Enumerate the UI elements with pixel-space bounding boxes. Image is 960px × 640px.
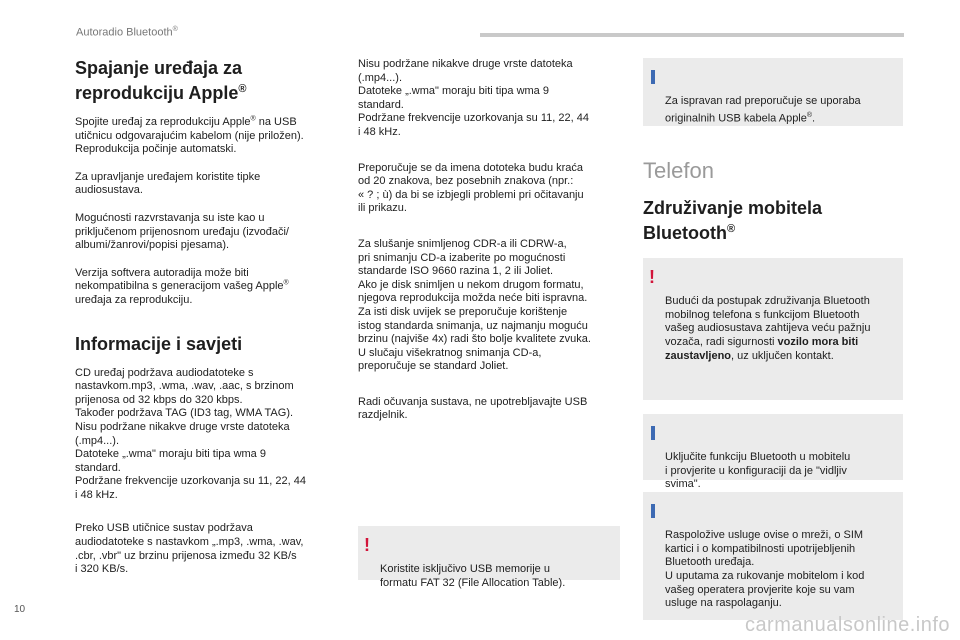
watermark: carmanualsonline.info: [744, 614, 950, 636]
running-header: Autoradio Bluetooth®: [76, 26, 178, 39]
warning-icon: !: [364, 535, 370, 555]
apple-version-text: Verzija softvera autoradija može biti nekompatibilna s generacijom vašeg Apple® uređaja za reprodukciju.: [75, 266, 289, 306]
cd-formats-text: CD uređaj podržava audiodatoteke s nastavkom.mp3, .wma, .wav, .aac, s brzinom prijenosa od 32 kbps do 320 kbps. Također podržava TAG (ID3 tag, WMA TAG). Nisu podržane nikakve druge vrste datoteka (.mp4...). Datoteke „.wma" moraju biti tipa wma 9 standard. Podržane frekvencije uzorkovanja su 11, 22, 44 i 48 kHz.: [75, 366, 306, 501]
info-note-services: Raspoložive usluge ovise o mreži, o SIM kartici i o kompatibilnosti upotrijebljenih Bluetooth uređaja. U uputama za rukovanje mobitelom i kod vašeg operatera provjerite koje su vam usluge na raspolaganju.: [643, 492, 903, 620]
info-note-apple-cable: Za ispravan rad preporučuje se uporaba originalnih USB kabela Apple®.: [643, 58, 903, 126]
cd-burning-text: Za slušanje snimljenog CDR-a ili CDRW-a, pri snimanju CD-a izaberite po mogućnosti standarde ISO 9660 razina 1, 2 ili Joliet. Ako je disk snimljen u nekom drugom formatu, njegova reprodukcija možda neće biti ispravna. Za isti disk uvijek se preporučuje korištenje istog standarda snimanja, uz najmanju moguću brzinu (najviše 4x) radi što bolje kvalitete zvuka. U slučaju višekratnog snimanja CD-a, preporučuje se standard Joliet.: [358, 237, 591, 373]
column-left: [75, 58, 337, 591]
unsupported-files-text: Nisu podržane nikakve druge vrste datoteka (.mp4...). Datoteke „.wma" moraju biti tipa wma 9 standard. Podržane frekvencije uzorkovanja su 11, 22, 44 i 48 kHz.: [358, 58, 589, 138]
info-icon: [651, 70, 655, 84]
heading-bluetooth-pairing: Združivanje mobitela Bluetooth®: [643, 198, 823, 243]
warning-note-fat32: ! Koristite isključivo USB memorije u formatu FAT 32 (File Allocation Table).: [358, 526, 620, 580]
heading-telefon: Telefon: [643, 158, 714, 183]
page-number: 10: [14, 604, 26, 615]
column-middle: [358, 58, 620, 589]
filename-advice-text: Preporučuje se da imena dototeka budu kraća od 20 znakova, bez posebnih znakova (npr.: « ? ; ù) da bi se izbjegli problemi pri očitavanju ili prikazu.: [358, 161, 584, 215]
header-rule: [480, 33, 904, 37]
heading-info-tips: Informacije i savjeti: [75, 333, 243, 354]
usb-hub-text: Radi očuvanja sustava, ne upotrebljavajte USB razdjelnik.: [358, 395, 588, 422]
column-right: [643, 58, 903, 620]
apple-controls-text: Za upravljanje uređajem koristite tipke audiosustava.: [75, 170, 261, 197]
warning-note-pairing: ! Budući da postupak združivanja Bluetooth mobilnog telefona s funkcijom Bluetooth vašeg audiosustava zahtijeva veću pažnju vozača, radi sigurnosti vozilo mora biti zaustavljeno, uz uključen kontakt.: [643, 258, 903, 400]
apple-connect-text: Spojite uređaj za reprodukciju Apple® na USB utičnicu odgovarajućim kabelom (nije priložen). Reprodukcija počinje automatski.: [75, 115, 304, 156]
info-icon: [651, 426, 655, 440]
warning-icon: !: [649, 267, 655, 287]
heading-apple-connection: Spajanje uređaja za reprodukciju Apple®: [75, 58, 247, 103]
usb-formats-text: Preko USB utičnice sustav podržava audiodatoteke s nastavkom „.mp3, .wma, .wav, .cbr, .vbr" uz brzinu prijenosa između 32 KB/s i 320 KB/s.: [75, 522, 304, 576]
info-icon: [651, 504, 655, 518]
info-note-bluetooth-visible: Uključite funkciju Bluetooth u mobitelu i provjerite u konfiguraciji da je "vidljiv svima".: [643, 414, 903, 480]
apple-sorting-text: Mogućnosti razvrstavanja su iste kao u priključenom prijenosnom uređaju (izvođači/ albumi/žanrovi/popisi pjesama).: [75, 211, 289, 252]
